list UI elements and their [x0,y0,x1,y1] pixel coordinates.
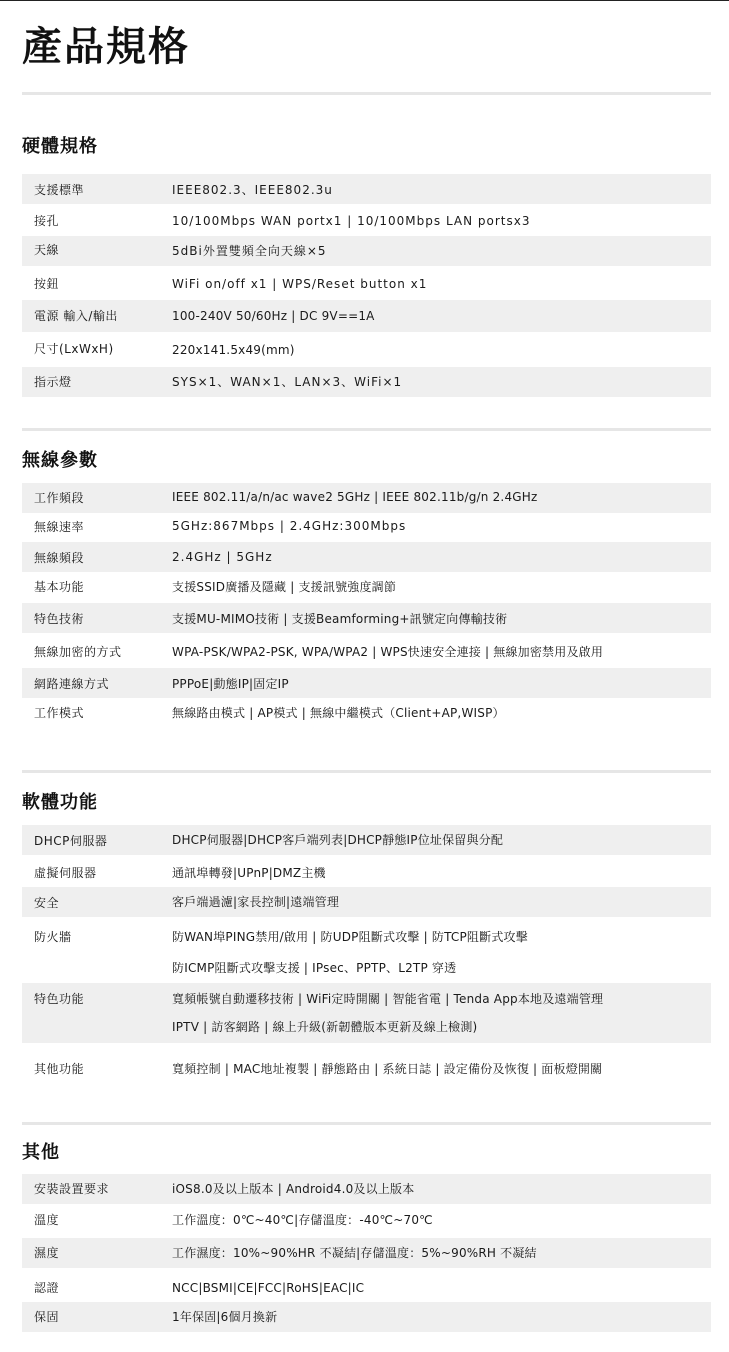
spec-row [22,1238,711,1268]
spec-value: 5dBi外置雙頻全向天線×5 [172,244,327,258]
spec-label: 保固 [34,1310,60,1324]
spec-value: 5GHz:867Mbps | 2.4GHz:300Mbps [172,519,407,533]
spec-row [22,334,711,364]
spec-value: IPTV | 訪客網路 | 線上升級(新韌體版本更新及線上檢測) [172,1020,478,1034]
spec-label: 指示燈 [34,375,72,389]
spec-label: 工作頻段 [34,491,85,505]
spec-label: 支援標準 [34,183,85,197]
spec-row [22,236,711,266]
spec-value: 防WAN埠PING禁用/啟用 | 防UDP阻斷式攻擊 | 防TCP阻斷式攻擊 [172,930,528,944]
spec-value: 10/100Mbps WAN portx1 | 10/100Mbps LAN portsx3 [172,214,531,228]
spec-row [22,636,711,666]
spec-value: PPPoE|動態IP|固定IP [172,677,289,691]
spec-label: 其他功能 [34,1062,85,1076]
spec-value: 寬頻帳號自動遷移技術 | WiFi定時開關 | 智能省電 | Tenda App本地及遠端管理 [172,992,604,1006]
spec-value: 220x141.5x49(mm) [172,343,295,357]
spec-label: 特色技術 [34,612,85,626]
spec-label: 工作模式 [34,706,85,720]
spec-value: 支援MU-MIMO技術 | 支援Beamforming+訊號定向傳輸技術 [172,612,508,626]
spec-row [22,825,711,855]
spec-row [22,300,711,332]
spec-value: IEEE 802.11/a/n/ac wave2 5GHz | IEEE 802.11b/g/n 2.4GHz [172,490,538,504]
spec-label: 認證 [34,1281,60,1295]
spec-row [22,1205,711,1235]
spec-row [22,1302,711,1332]
spec-label: 天線 [34,243,60,257]
section-title-other: 其他 [22,1142,60,1163]
spec-label: 尺寸(LxWxH) [34,342,114,356]
spec-value: 防ICMP阻斷式攻擊支援 | IPsec、PPTP、L2TP 穿透 [172,961,457,975]
spec-row [22,603,711,633]
spec-value: 2.4GHz | 5GHz [172,550,273,564]
section-title-wireless: 無線參數 [22,450,98,471]
spec-row [22,919,711,985]
spec-label: 安裝設置要求 [34,1182,110,1196]
spec-value: 工作濕度：10%~90%HR 不凝結|存儲溫度：5%~90%RH 不凝結 [172,1246,537,1260]
spec-row [22,572,711,602]
spec-value: 客戶端過濾|家長控制|遠端管理 [172,895,340,909]
spec-row [22,1052,711,1086]
divider [22,92,711,95]
spec-row [22,174,711,204]
spec-row [22,483,711,513]
spec-row [22,513,711,541]
spec-label: 基本功能 [34,580,85,594]
spec-row [22,1174,711,1204]
spec-value: 寬頻控制 | MAC地址複製 | 靜態路由 | 系統日誌 | 設定備份及恢復 | 面板燈開關 [172,1062,603,1076]
spec-row [22,206,711,236]
spec-label: 防火牆 [34,930,72,944]
spec-value: 1年保固|6個月換新 [172,1310,278,1324]
spec-label: 無線速率 [34,520,85,534]
spec-value: 支援SSID廣播及隱藏 | 支援訊號強度調節 [172,580,397,594]
spec-row [22,367,711,397]
spec-row [22,668,711,698]
spec-value: DHCP伺服器|DHCP客戶端列表|DHCP靜態IP位址保留與分配 [172,833,504,847]
top-border [0,0,729,1]
spec-row [22,268,711,300]
spec-label: 溫度 [34,1213,60,1227]
spec-row [22,1272,711,1302]
divider [22,770,711,773]
spec-label: 安全 [34,896,60,910]
divider [22,1122,711,1125]
spec-label: 接孔 [34,214,60,228]
spec-value: NCC|BSMI|CE|FCC|RoHS|EAC|IC [172,1281,365,1295]
spec-value: WiFi on/off x1 | WPS/Reset button x1 [172,277,428,291]
spec-value: SYS×1、WAN×1、LAN×3、WiFi×1 [172,375,403,389]
spec-row [22,542,711,572]
page-title: 產品規格 [22,24,190,70]
spec-label: DHCP伺服器 [34,834,108,848]
spec-value: iOS8.0及以上版本 | Android4.0及以上版本 [172,1182,415,1196]
section-title-software: 軟體功能 [22,792,98,813]
spec-label: 虛擬伺服器 [34,866,97,880]
spec-row [22,857,711,887]
spec-value: 通訊埠轉發|UPnP|DMZ主機 [172,866,326,880]
spec-row [22,983,711,1043]
section-title-hardware: 硬體規格 [22,136,98,157]
spec-value: 無線路由模式 | AP模式 | 無線中繼模式（Client+AP,WISP） [172,706,505,720]
spec-label: 無線頻段 [34,551,85,565]
spec-label: 濕度 [34,1246,60,1260]
spec-value: WPA-PSK/WPA2-PSK, WPA/WPA2 | WPS快速安全連接 | 無線加密禁用及啟用 [172,645,604,659]
divider [22,428,711,431]
spec-label: 無線加密的方式 [34,645,122,659]
spec-label: 特色功能 [34,992,85,1006]
spec-label: 按鈕 [34,277,60,291]
spec-value: IEEE802.3、IEEE802.3u [172,183,333,197]
spec-value: 工作溫度：0℃~40℃|存儲溫度：-40℃~70℃ [172,1213,433,1227]
spec-label: 網路連線方式 [34,677,110,691]
spec-row [22,698,711,728]
spec-value: 100-240V 50/60Hz | DC 9V==1A [172,309,375,323]
spec-row [22,887,711,917]
spec-label: 電源 輸入/輸出 [34,309,118,323]
